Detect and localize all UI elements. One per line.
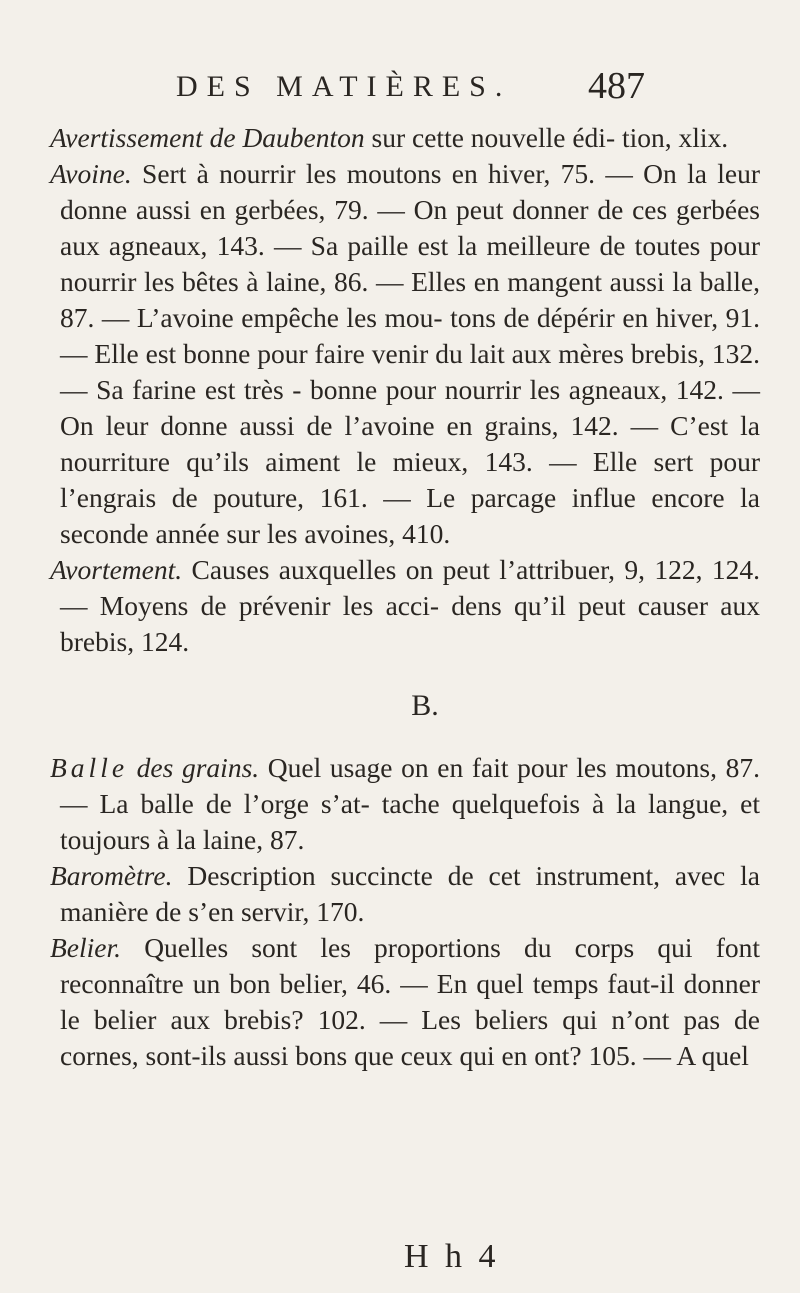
page-number: 487 [588, 65, 645, 107]
index-entry-belier [50, 930, 760, 1074]
index-entry-balle [50, 750, 760, 858]
entry-text: Quelles sont les proportions du corps qui font reconnaître un bon belier, 46. — En quel temps faut-il donner le belier aux brebis? 102. — Les beliers qui n’ont pas de cornes, sont-ils aussi bons que ceux qui en ont? 105. — A quel [60, 932, 760, 1071]
entry-head-small-caps: Balle [50, 752, 129, 783]
page-header [0, 64, 800, 114]
entry-head: Baromètre. [50, 860, 173, 891]
entry-head: Avertissement de Daubenton [50, 122, 365, 153]
index-entry-avoine [50, 156, 760, 552]
entry-text: Quel usage on en fait pour les moutons, 87. — La balle de l’orge s’at- tache quelquefois à la langue, et toujours à la laine, 87. [60, 752, 761, 855]
index-entry-avortement [50, 552, 760, 660]
entry-head: Avortement. [50, 554, 183, 585]
running-head: DES MATIÈRES. [176, 70, 512, 103]
entry-head: des grains. [128, 752, 260, 783]
entry-text: Sert à nourrir les moutons en hiver, 75. — On la leur donne aussi en gerbées, 79. — On peut donner de ces gerbées aux agneaux, 143. — Sa paille est la meilleure de toutes pour nourrir les bêtes à laine, 86. — Elles en mangent aussi la balle, 87. — L’avoine empêche les mou- tons de dépérir en hiver, 91. — Elle est bonne pour faire venir du lait aux mères brebis, 132. — Sa farine est très - bonne pour nourrir les agneaux, 142. — On leur donne aussi de l’avoine en grains, 142. — C’est la nourriture qu’ils aiment le mieux, 143. — Elle sert pour l’engrais de pouture, 161. — Le parcage influe encore la seconde année sur les avoines, 410. [60, 158, 760, 549]
index-body [50, 120, 760, 1074]
entry-text: Description succincte de cet instrument, avec la manière de s’en servir, 170. [60, 860, 760, 927]
entry-head: Belier. [50, 932, 122, 963]
entry-text: sur cette nouvelle édi- tion, xlix. [364, 122, 729, 153]
entry-text: Causes auxquelles on peut l’attribuer, 9, 122, 124. — Moyens de prévenir les acci- dens qu’il peut causer aux brebis, 124. [60, 554, 760, 657]
signature-mark: H h 4 [404, 1238, 500, 1275]
entry-head: Avoine. [50, 158, 132, 189]
index-entry-barometre [50, 858, 760, 930]
section-letter: B. [411, 689, 439, 722]
index-entry-avertissement [50, 120, 760, 156]
